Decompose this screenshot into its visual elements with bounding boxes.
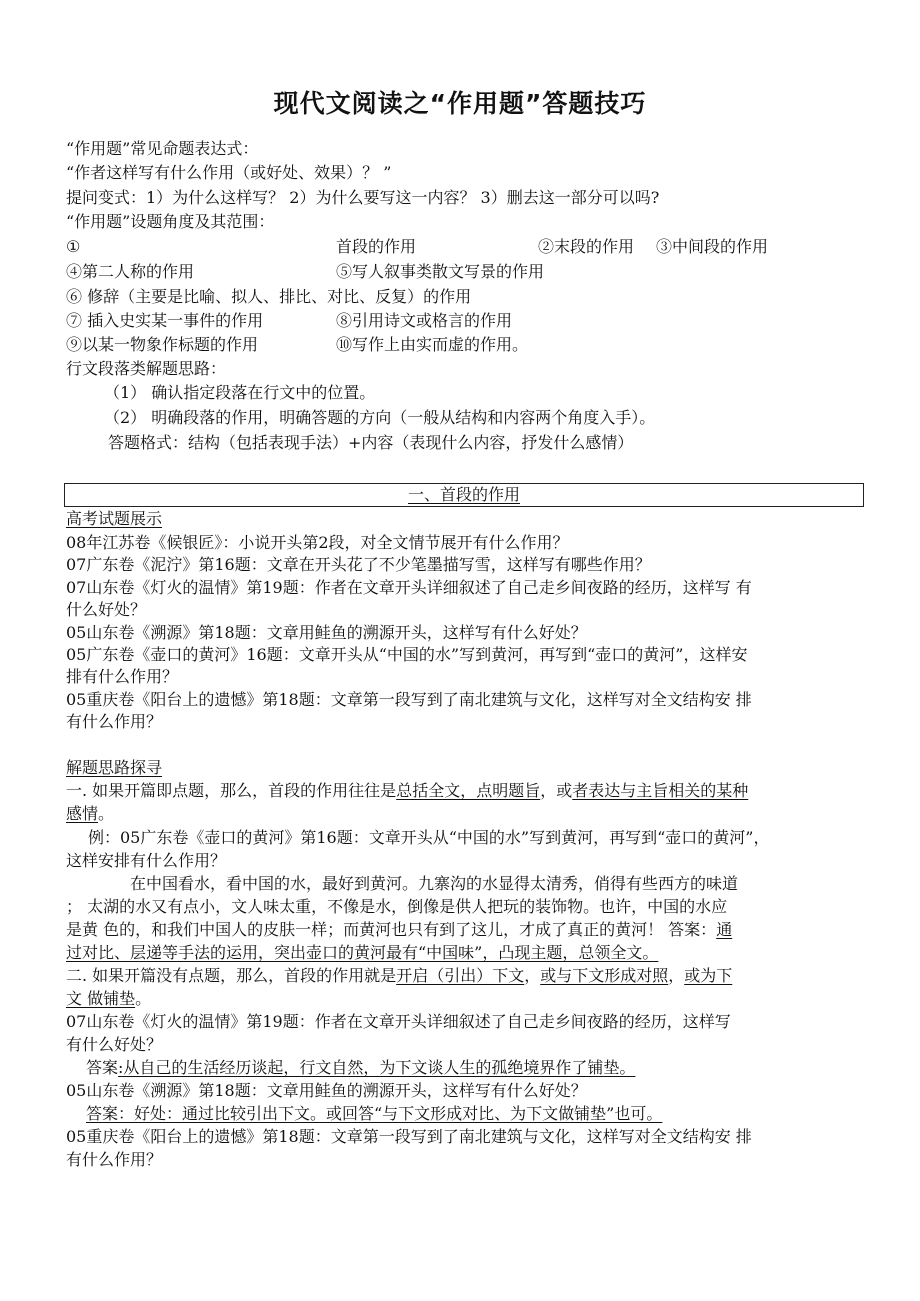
angle-2: ②末段的作用 bbox=[538, 237, 635, 256]
point-1-end: 。 bbox=[98, 804, 115, 823]
passage-line-3-text: 是黄 色的，和我们中国人的皮肤一样；而黄河也只有到了这儿，才成了真正的黄河！ 答案： bbox=[66, 920, 717, 939]
point-2-line-a bbox=[66, 964, 732, 988]
angle-9: ⑨以某一物象作标题的作用 bbox=[66, 335, 259, 354]
angle-1-mark: ① bbox=[66, 237, 81, 256]
exam-question-6a: 05重庆卷《阳台上的遗憾》第18题：文章第一段写到了南北建筑与文化，这样写对全文结构安 排 bbox=[66, 690, 752, 709]
answer-7-line bbox=[86, 1056, 635, 1080]
point-2-key-2: 或与下文形成对照 bbox=[540, 966, 669, 985]
angle-8: ⑧引用诗文或格言的作用 bbox=[336, 311, 513, 330]
point-2-end: 。 bbox=[135, 989, 152, 1008]
question-7a: 07山东卷《灯火的温情》第19题：作者在文章开头详细叙述了自己走乡间夜路的经历，这样写 bbox=[66, 1012, 731, 1031]
point-2-pre: 二. 如果开篇没有点题，那么，首段的作用就是 bbox=[66, 966, 397, 985]
exam-question-2: 07广东卷《泥泞》第16题：文章在开头花了不少笔墨描写雪，这样写有哪些作用？ bbox=[66, 555, 651, 574]
question-9b: 有什么作用？ bbox=[66, 1150, 163, 1169]
example-1b: 这样安排有什么作用？ bbox=[66, 851, 227, 870]
point-2-mid-2: ， bbox=[668, 966, 685, 985]
question-8: 05山东卷《溯源》第18题：文章用鲑鱼的溯源开头，这样写有什么好处？ bbox=[66, 1081, 587, 1100]
point-2-line-b bbox=[66, 987, 151, 1011]
angle-6: ⑥ 修辞（主要是比喻、拟人、排比、对比、反复）的作用 bbox=[66, 287, 472, 306]
exam-question-6b: 有什么作用？ bbox=[66, 712, 163, 731]
intro-line-3: 提问变式：1）为什么这样写？ 2）为什么要写这一内容？ 3）删去这一部分可以吗? bbox=[66, 188, 660, 207]
exam-question-1: 08年江苏卷《候银匠》：小说开头第2段，对全文情节展开有什么作用？ bbox=[66, 533, 569, 552]
intro-line-1: “作用题”常见命题表达式： bbox=[66, 139, 259, 158]
exam-question-5a: 05广东卷《壶口的黄河》16题：文章开头从“中国的水”写到黄河，再写到“壶口的黄河”，这样安 bbox=[66, 645, 748, 664]
answer-8: 答案：好处：通过比较引出下文。或回答“与下文形成对比、为下文做铺垫”也可。 bbox=[86, 1104, 663, 1123]
passage-line-2: ； 太湖的水又有点小，文人味太重，不像是水，倒像是供人把玩的装饰物。也许，中国的水应 bbox=[66, 897, 728, 916]
point-1-line-a bbox=[66, 779, 748, 803]
explore-heading: 解题思路探寻 bbox=[66, 758, 163, 777]
point-2-mid-1: ， bbox=[524, 966, 541, 985]
point-1-line-b bbox=[66, 802, 114, 826]
answer-7-label: 答案 bbox=[86, 1058, 119, 1077]
approach-step-1: （1） 确认指定段落在行文中的位置。 bbox=[104, 383, 376, 402]
point-2-key-4: 文 做铺垫 bbox=[66, 989, 136, 1008]
exam-heading: 高考试题展示 bbox=[66, 509, 163, 528]
point-1-mid: ，或 bbox=[540, 781, 573, 800]
answer-1: 过对比、层递等手法的运用，突出壶口的黄河最有“中国味”，凸现主题，总领全文。 bbox=[66, 943, 659, 962]
section-heading-box bbox=[64, 483, 864, 507]
angle-5: ⑤写人叙事类散文写景的作用 bbox=[336, 262, 545, 281]
angle-4: ④第二人称的作用 bbox=[66, 262, 195, 281]
question-7b: 有什么好处？ bbox=[66, 1035, 163, 1054]
point-1-pre: 一. 如果开篇即点题，那么，首段的作用往往是 bbox=[66, 781, 397, 800]
exam-question-4: 05山东卷《溯源》第18题：文章用鲑鱼的溯源开头，这样写有什么好处？ bbox=[66, 623, 587, 642]
angle-10: ⑩写作上由实而虚的作用。 bbox=[336, 335, 529, 354]
page-title: 现代文阅读之“作用题”答题技巧 bbox=[273, 89, 647, 118]
angle-3: ③中间段的作用 bbox=[656, 237, 769, 256]
point-2-key-1: 开启（引出）下文 bbox=[396, 966, 525, 985]
intro-line-4: “作用题”设题角度及其范围： bbox=[66, 212, 275, 231]
approach-heading: 行文段落类解题思路： bbox=[66, 359, 227, 378]
answer-7: :从自己的生活经历谈起，行文自然，为下文谈人生的孤绝境界作了铺垫。 bbox=[118, 1058, 636, 1077]
exam-question-3b: 什么好处？ bbox=[66, 600, 147, 619]
answer-1-start: 通 bbox=[716, 920, 733, 939]
example-1a: 例：05广东卷《壶口的黄河》第16题：文章开头从“中国的水”写到黄河，再写到“壶口的黄河”， bbox=[88, 828, 770, 847]
approach-step-2: （2） 明确段落的作用，明确答题的方向（一般从结构和内容两个角度入手）。 bbox=[104, 408, 656, 427]
passage-line-1: 在中国看水，看中国的水，最好到黄河。九寨沟的水显得太清秀，俏得有些西方的味道 bbox=[130, 874, 739, 893]
point-1-key-3: 感情 bbox=[66, 804, 99, 823]
point-1-key-1: 总括全文，点明题旨 bbox=[396, 781, 541, 800]
section-heading: 一、首段的作用 bbox=[407, 485, 520, 504]
exam-question-3a: 07山东卷《灯火的温情》第19题：作者在文章开头详细叙述了自己走乡间夜路的经历，这样写 有 bbox=[66, 578, 752, 597]
intro-line-2: “作者这样写有什么作用（或好处、效果）？ ” bbox=[66, 163, 392, 182]
angle-1-text: 首段的作用 bbox=[336, 237, 417, 256]
exam-question-5b: 排有什么作用？ bbox=[66, 667, 179, 686]
question-9a: 05重庆卷《阳台上的遗憾》第18题：文章第一段写到了南北建筑与文化，这样写对全文结构安 排 bbox=[66, 1127, 752, 1146]
angle-7: ⑦ 插入史实某一事件的作用 bbox=[66, 311, 264, 330]
point-2-key-3: 或为下 bbox=[684, 966, 733, 985]
point-1-key-2: 者表达与主旨相关的某种 bbox=[572, 781, 749, 800]
answer-format: 答题格式：结构（包括表现手法）+内容（表现什么内容，抒发什么感情） bbox=[108, 433, 634, 452]
passage-line-3 bbox=[66, 918, 732, 942]
